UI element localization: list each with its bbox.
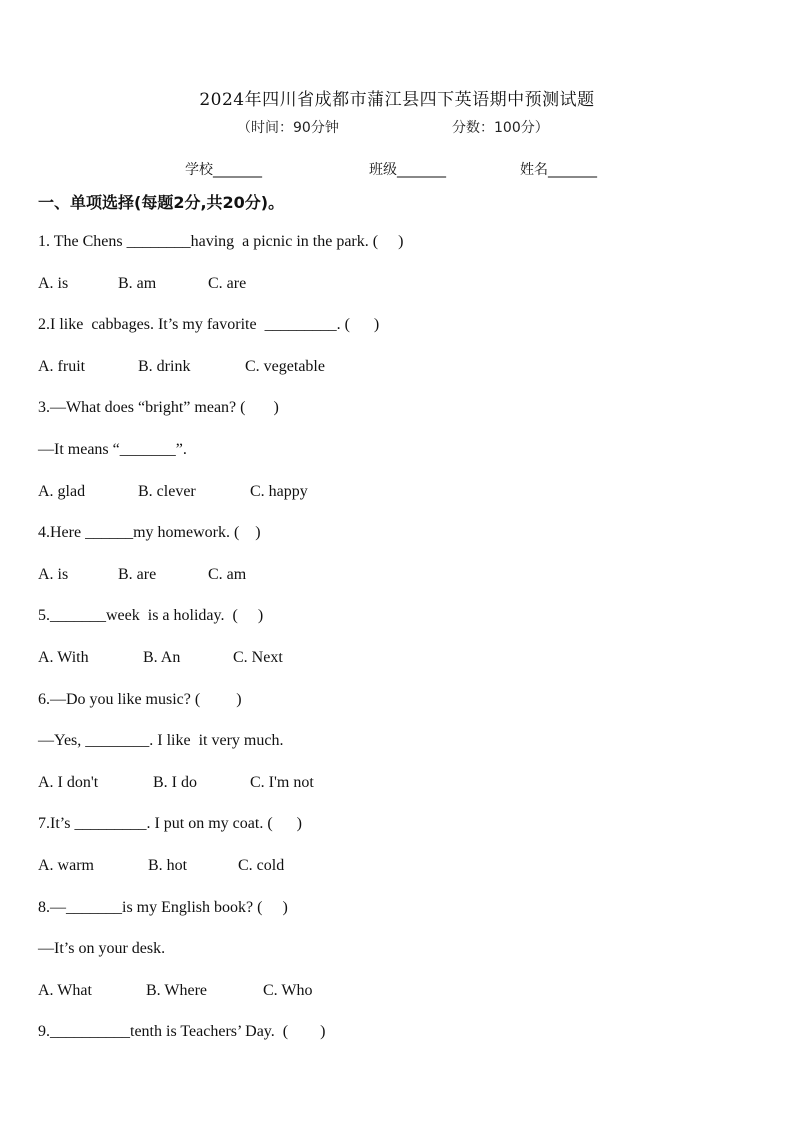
answer-option: A. I don't	[38, 773, 99, 791]
exam-time: （时间：90分钟	[237, 120, 339, 136]
answer-option: C. am	[208, 565, 247, 583]
question-stem: 5._______week is a holiday. ( )	[38, 607, 264, 625]
answer-option: A. warm	[38, 857, 94, 874]
question-stem: 4.Here ______my homework. ( )	[38, 524, 261, 542]
answer-option: C. I'm not	[250, 773, 314, 791]
answer-option: A. With	[38, 649, 89, 666]
answer-option: B. are	[118, 565, 157, 583]
question-stem: 9.__________tenth is Teachers’ Day. ( )	[38, 1023, 326, 1041]
question-dialogue-line: —It means “_______”.	[38, 441, 187, 458]
answer-option: C. Who	[263, 981, 313, 999]
exam-title: 2024年四川省成都市蒲江县四下英语期中预测试题	[199, 90, 595, 110]
name-field: 姓名_______	[520, 162, 597, 178]
answer-option: C. happy	[250, 482, 308, 500]
question-stem: 7.It’s _________. I put on my coat. ( )	[38, 815, 302, 833]
class-field: 班级_______	[369, 162, 446, 178]
answer-option: C. cold	[238, 857, 285, 874]
answer-option: B. I do	[153, 773, 197, 791]
question-stem: 8.—_______is my English book? ( )	[38, 898, 288, 916]
answer-option: B. An	[143, 649, 181, 666]
question-dialogue-line: —Yes, ________. I like it very much.	[38, 732, 284, 750]
exam-score: 分数：100分）	[452, 120, 549, 136]
answer-option: B. Where	[146, 981, 208, 999]
answer-option: A. fruit	[38, 357, 86, 375]
answer-option: B. drink	[138, 357, 191, 375]
section-heading: 一、单项选择(每题2分,共20分)。	[38, 193, 285, 212]
question-dialogue-line: —It’s on your desk.	[38, 940, 166, 958]
answer-option: A. is	[38, 565, 69, 583]
question-stem: 1. The Chens ________having a picnic in the park. ( )	[38, 233, 404, 250]
question-stem: 6.—Do you like music? ( )	[38, 690, 242, 708]
question-stem: 3.—What does “bright” mean? ( )	[38, 399, 279, 417]
answer-option: B. am	[118, 274, 157, 292]
answer-option: A. What	[38, 981, 92, 999]
answer-option: B. clever	[138, 482, 196, 500]
school-field: 学校_______	[185, 162, 262, 178]
answer-option: B. hot	[148, 857, 188, 874]
answer-option: A. glad	[38, 482, 86, 500]
answer-option: C. vegetable	[245, 357, 325, 375]
question-stem: 2.I like cabbages. It’s my favorite _________. ( )	[38, 316, 380, 334]
answer-option: A. is	[38, 274, 69, 292]
answer-option: C. Next	[233, 649, 283, 666]
answer-option: C. are	[208, 274, 247, 292]
